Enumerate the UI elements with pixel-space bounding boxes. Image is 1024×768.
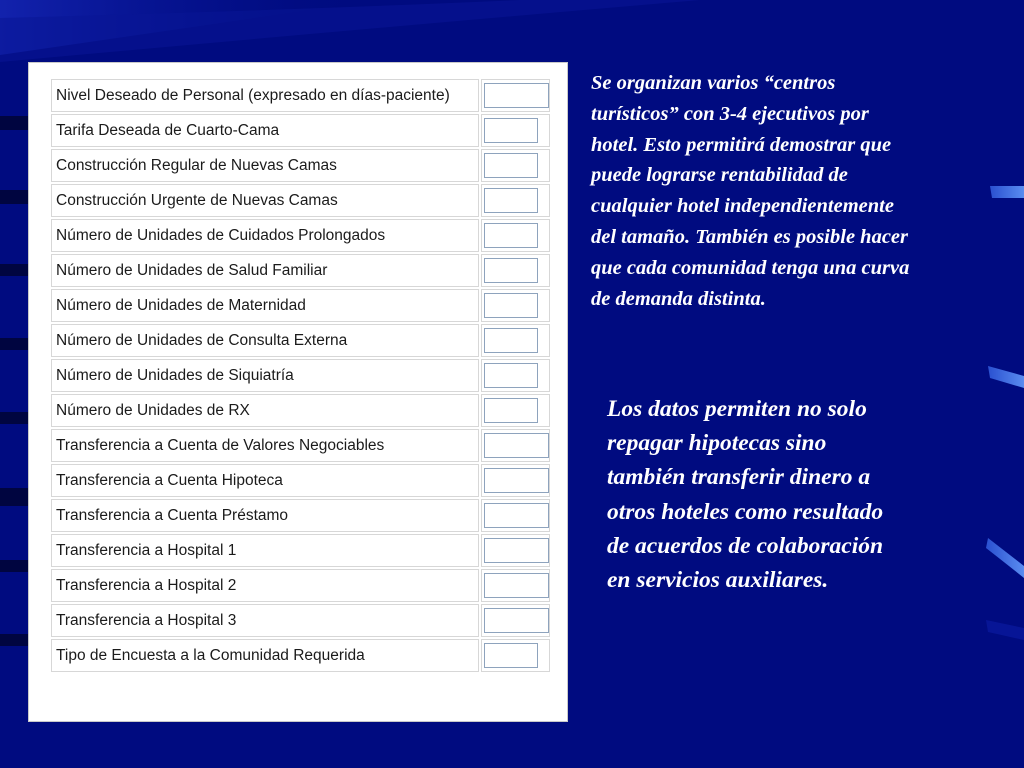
- notes-text-line: de acuerdos de colaboración: [607, 532, 884, 559]
- data-entry-table: [49, 77, 552, 674]
- notes-text-line: Los datos permiten no solo: [607, 396, 867, 422]
- form-field-label: Nivel Deseado de Personal (expresado en días-paciente): [51, 79, 479, 112]
- notes-text-line: puede lograrse rentabilidad de: [591, 164, 848, 187]
- form-field-label: Número de Unidades de Salud Familiar: [51, 254, 479, 287]
- form-input-cell: [481, 499, 550, 532]
- form-field-label: Número de Unidades de Cuidados Prolongados: [51, 219, 479, 252]
- notes-text-line: Se organizan varios “centros: [591, 72, 836, 94]
- form-field-label: Transferencia a Hospital 1: [51, 534, 479, 567]
- form-input-cell: [481, 394, 550, 427]
- form-value-input[interactable]: [484, 118, 538, 143]
- form-row: [51, 394, 550, 427]
- form-input-cell: [481, 219, 550, 252]
- form-field-label: Número de Unidades de RX: [51, 394, 479, 427]
- form-input-cell: [481, 639, 550, 672]
- notes-text-line: que cada comunidad tenga una curva: [591, 256, 910, 279]
- form-value-input[interactable]: [484, 363, 538, 388]
- form-value-input[interactable]: [484, 153, 538, 178]
- form-value-input[interactable]: [484, 608, 549, 633]
- form-row: [51, 499, 550, 532]
- form-value-input[interactable]: [484, 643, 538, 668]
- form-field-label: Número de Unidades de Consulta Externa: [51, 324, 479, 357]
- form-input-cell: [481, 534, 550, 567]
- form-value-input[interactable]: [484, 258, 538, 283]
- form-value-input[interactable]: [484, 83, 549, 108]
- notes-text-line: hotel. Esto permitirá demostrar que: [591, 133, 892, 156]
- notes-text-line: cualquier hotel independientemente: [591, 195, 894, 218]
- form-row: [51, 219, 550, 252]
- form-field-label: Transferencia a Hospital 2: [51, 569, 479, 602]
- form-field-label: Transferencia a Cuenta de Valores Negociables: [51, 429, 479, 462]
- form-row: [51, 184, 550, 217]
- form-row: [51, 359, 550, 392]
- form-value-input[interactable]: [484, 538, 549, 563]
- form-field-label: Transferencia a Hospital 3: [51, 604, 479, 637]
- form-row: [51, 534, 550, 567]
- form-row: [51, 569, 550, 602]
- form-input-cell: [481, 464, 550, 497]
- form-input-cell: [481, 569, 550, 602]
- notes-text-line: en servicios auxiliares.: [607, 567, 829, 594]
- form-field-label: Transferencia a Cuenta Hipoteca: [51, 464, 479, 497]
- form-input-cell: [481, 604, 550, 637]
- notes-paragraph-2: [607, 392, 987, 597]
- form-field-label: Tarifa Deseada de Cuarto-Cama: [51, 114, 479, 147]
- form-value-input[interactable]: [484, 293, 538, 318]
- form-value-input[interactable]: [484, 433, 549, 458]
- form-field-label: Tipo de Encuesta a la Comunidad Requerida: [51, 639, 479, 672]
- form-value-input[interactable]: [484, 398, 538, 423]
- form-row: [51, 289, 550, 322]
- form-input-cell: [481, 289, 550, 322]
- form-field-label: Número de Unidades de Siquiatría: [51, 359, 479, 392]
- form-field-label: Número de Unidades de Maternidad: [51, 289, 479, 322]
- form-row: [51, 149, 550, 182]
- form-row: [51, 79, 550, 112]
- form-row: [51, 114, 550, 147]
- form-input-cell: [481, 149, 550, 182]
- form-row: [51, 324, 550, 357]
- notes-text-line: también transferir dinero a: [607, 464, 871, 491]
- form-value-input[interactable]: [484, 188, 538, 213]
- data-entry-form-panel: [28, 62, 568, 722]
- form-value-input[interactable]: [484, 223, 538, 248]
- form-input-cell: [481, 324, 550, 357]
- notes-text-line: repagar hipotecas sino: [607, 430, 827, 457]
- notes-text-line: del tamaño. También es posible hacer: [591, 225, 908, 248]
- form-row: [51, 429, 550, 462]
- form-row: [51, 254, 550, 287]
- notes-text-line: de demanda distinta.: [591, 287, 766, 310]
- form-input-cell: [481, 429, 550, 462]
- form-value-input[interactable]: [484, 468, 549, 493]
- form-input-cell: [481, 114, 550, 147]
- form-input-cell: [481, 359, 550, 392]
- form-input-cell: [481, 254, 550, 287]
- form-field-label: Construcción Regular de Nuevas Camas: [51, 149, 479, 182]
- notes-text-line: otros hoteles como resultado: [607, 498, 884, 525]
- form-value-input[interactable]: [484, 573, 549, 598]
- form-value-input[interactable]: [484, 328, 538, 353]
- form-field-label: Construcción Urgente de Nuevas Camas: [51, 184, 479, 217]
- form-value-input[interactable]: [484, 503, 549, 528]
- form-row: [51, 639, 550, 672]
- notes-paragraph-1: [591, 68, 1001, 314]
- form-row: [51, 604, 550, 637]
- form-input-cell: [481, 79, 550, 112]
- form-input-cell: [481, 184, 550, 217]
- notes-text-line: turísticos” con 3-4 ejecutivos por: [591, 102, 869, 125]
- form-field-label: Transferencia a Cuenta Préstamo: [51, 499, 479, 532]
- form-row: [51, 464, 550, 497]
